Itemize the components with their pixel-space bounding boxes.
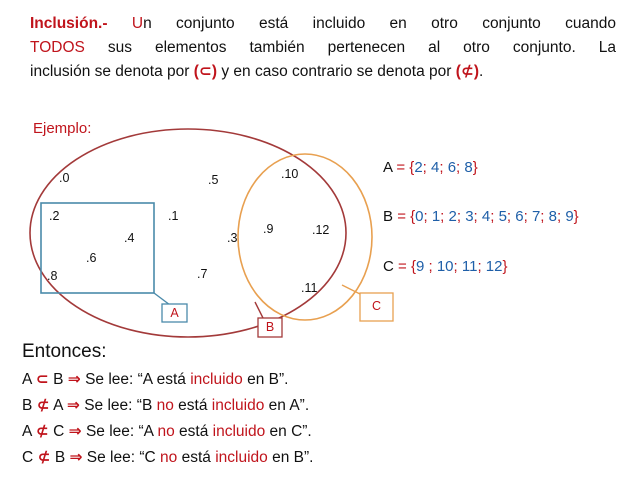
element-5: .5 <box>208 173 219 187</box>
element-9: .9 <box>263 222 274 236</box>
element-0: .0 <box>59 171 70 185</box>
statement-3 <box>22 422 312 441</box>
subset-symbol: (⊂) <box>193 63 218 80</box>
statement-2 <box>22 396 309 415</box>
set-b-ellipse <box>30 129 346 337</box>
set-a-definition <box>383 159 478 176</box>
set-c-items <box>416 258 503 275</box>
item-separator: ; <box>453 258 462 275</box>
item-separator: ; <box>540 208 549 225</box>
statement-right: B <box>53 371 64 388</box>
definition-text-3b: y en caso contrario se denota por <box>221 63 452 80</box>
relation-symbol: ⊄ <box>35 423 49 440</box>
set-a-item: 2 <box>414 159 423 176</box>
set-a-equals: = <box>396 159 406 176</box>
set-a-open-brace: { <box>409 159 415 176</box>
statement-left: C <box>22 449 34 466</box>
implies-arrow: ⇒ <box>68 423 82 440</box>
set-c-equals: = <box>398 258 407 275</box>
keyword-incluido: incluido <box>190 371 243 388</box>
element-4: .4 <box>124 231 135 245</box>
element-3: .3 <box>227 231 238 245</box>
keyword-no: no <box>156 397 174 414</box>
set-b-equals: = <box>397 208 406 225</box>
set-a-item: 4 <box>431 159 440 176</box>
implies-arrow: ⇒ <box>67 371 81 388</box>
item-separator: ; <box>422 159 431 176</box>
statement-reading: Se lee: “A está <box>85 371 186 388</box>
keyword-incluido: incluido <box>211 397 265 414</box>
set-b-pointer <box>255 302 263 318</box>
statement-mid: está <box>178 397 208 414</box>
relation-symbol: ⊂ <box>35 371 49 388</box>
definition-text-3a: inclusión se denota por <box>30 63 190 80</box>
element-12: .12 <box>312 223 330 237</box>
set-c-definition <box>383 258 507 275</box>
keyword-no: no <box>157 423 175 440</box>
implies-arrow: ⇒ <box>66 397 80 414</box>
relation-symbol: ⊄ <box>37 449 51 466</box>
set-c-open-brace: { <box>410 258 416 275</box>
set-b-item: 1 <box>431 208 441 225</box>
implies-arrow: ⇒ <box>69 449 83 466</box>
set-a-name: A <box>383 159 393 176</box>
set-b-item: 4 <box>481 208 491 225</box>
set-c-tag: C <box>371 299 382 313</box>
conclusion-title: Entonces: <box>22 341 107 362</box>
set-b-tag: B <box>265 320 275 334</box>
element-6: .6 <box>86 251 97 265</box>
item-separator: ; <box>523 208 532 225</box>
statement-end: en A”. <box>268 397 310 414</box>
statement-right: A <box>53 397 63 414</box>
set-c-item: 10 <box>436 258 454 275</box>
keyword-incluido: incluido <box>215 449 268 466</box>
definition-period: . <box>479 63 484 80</box>
set-b-open-brace: { <box>410 208 416 225</box>
keyword-incluido: incluido <box>212 423 266 440</box>
item-separator: ; <box>423 208 432 225</box>
set-a-close-brace: } <box>472 159 478 176</box>
definition-text-1: n conjunto está incluido en otro conjunto cuando <box>143 15 616 32</box>
statement-reading: Se lee: “C <box>86 449 156 466</box>
set-a-item: 6 <box>447 159 457 176</box>
item-separator: ; <box>473 208 482 225</box>
example-label: Ejemplo: <box>33 120 92 137</box>
statement-right: C <box>53 423 65 440</box>
set-b-items <box>415 208 574 225</box>
term-heading: Inclusión.- <box>30 15 108 32</box>
item-separator: ; <box>556 208 566 225</box>
statement-reading: Se lee: “A <box>85 423 154 440</box>
set-b-item: 6 <box>515 208 524 225</box>
set-c-name: C <box>383 258 394 275</box>
item-separator: ; <box>440 208 449 225</box>
set-c-item: 11 <box>461 258 478 275</box>
first-letter: U <box>131 15 144 32</box>
set-b-item: 7 <box>531 208 541 225</box>
definition-text-2: sus elementos también pertenecen al otro conjunto. La <box>107 39 617 56</box>
statement-left: A <box>22 423 32 440</box>
item-separator: ; <box>477 258 486 275</box>
set-b-item: 5 <box>498 208 507 225</box>
set-c-item: 9 <box>415 258 429 275</box>
set-c-close-brace: } <box>502 258 508 275</box>
element-1: .1 <box>168 209 179 223</box>
set-a-tag: A <box>170 306 179 320</box>
statement-4 <box>22 448 313 467</box>
set-b-close-brace: } <box>573 208 579 225</box>
set-b-item: 0 <box>415 208 424 225</box>
statement-end: en B”. <box>272 449 314 466</box>
element-2: .2 <box>49 209 60 223</box>
set-a-pointer <box>154 293 170 305</box>
set-c-ellipse <box>238 154 372 320</box>
item-separator: ; <box>456 159 465 176</box>
set-a-item: 8 <box>464 159 473 176</box>
statement-end: en C”. <box>269 423 312 440</box>
statement-reading: Se lee: “B <box>84 397 153 414</box>
keyword-no: no <box>160 449 178 466</box>
item-separator: ; <box>490 208 499 225</box>
set-b-item: 2 <box>448 208 457 225</box>
todos-word: TODOS <box>30 39 85 56</box>
set-b-definition <box>383 208 579 225</box>
set-b-item: 3 <box>465 208 474 225</box>
statement-1 <box>22 370 288 389</box>
set-a-items <box>414 159 472 176</box>
statement-mid: está <box>179 423 209 440</box>
set-b-name: B <box>383 208 394 225</box>
item-separator: ; <box>456 208 466 225</box>
statement-left: B <box>22 397 33 414</box>
element-7: .7 <box>197 267 208 281</box>
item-separator: ; <box>428 258 437 275</box>
item-separator: ; <box>439 159 448 176</box>
element-8: .8 <box>47 269 58 283</box>
statement-right: B <box>54 449 66 466</box>
statement-left: A <box>22 371 32 388</box>
element-10: .10 <box>281 167 299 181</box>
item-separator: ; <box>506 208 516 225</box>
set-c-item: 12 <box>485 258 503 275</box>
relation-symbol: ⊄ <box>36 397 50 414</box>
not-subset-symbol: (⊄) <box>455 63 480 80</box>
set-b-item: 9 <box>565 208 574 225</box>
statement-end: en B”. <box>247 371 289 388</box>
set-b-item: 8 <box>548 208 557 225</box>
element-11: .11 <box>301 281 318 295</box>
statement-mid: está <box>181 449 211 466</box>
